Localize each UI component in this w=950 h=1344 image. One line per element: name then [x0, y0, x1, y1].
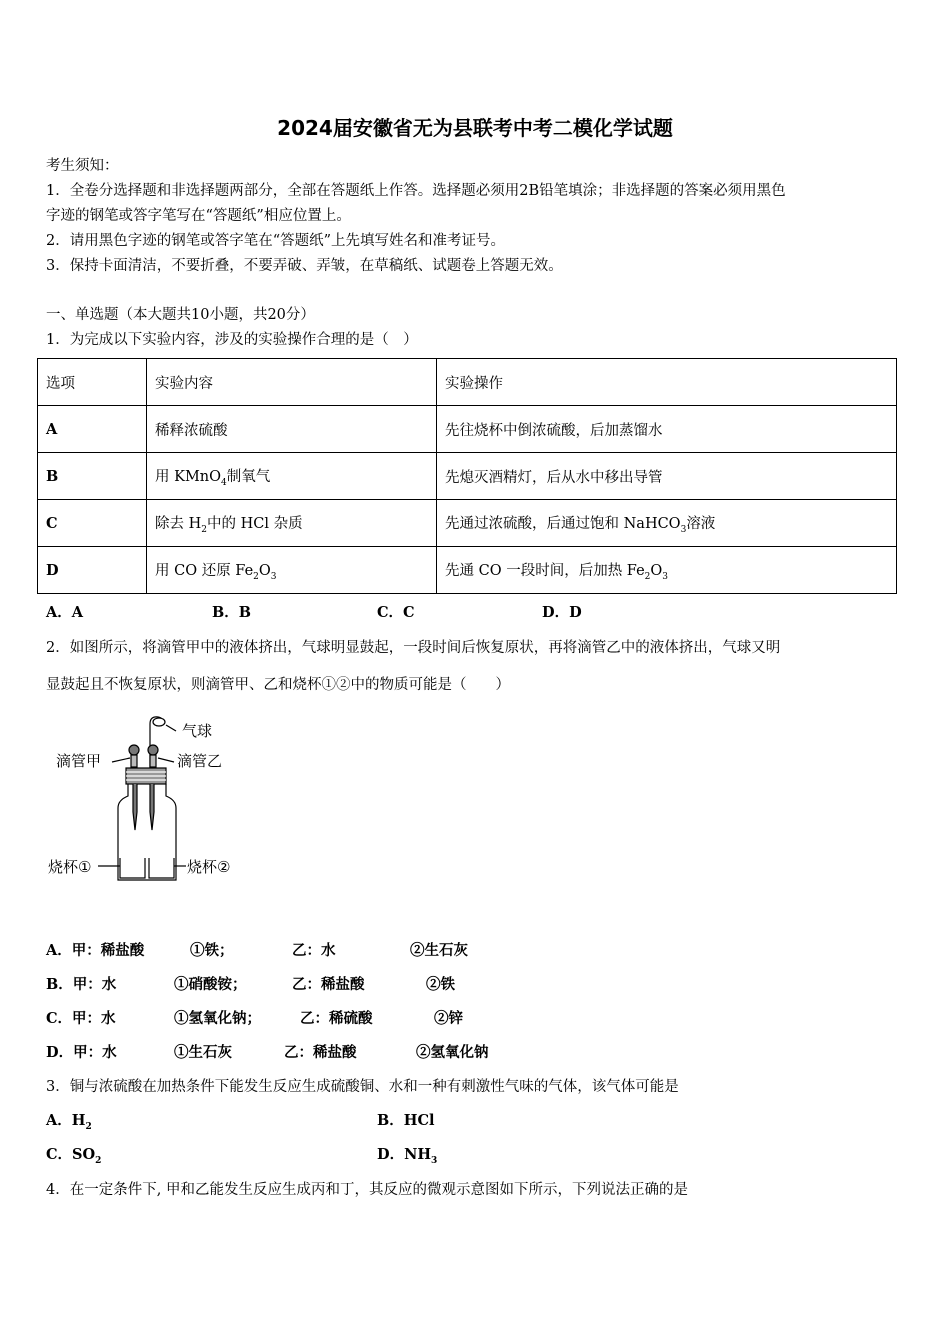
- question-2-stem: 显鼓起且不恢复原状，则滴管甲、乙和烧杯①②中的物质可能是（ ）: [46, 677, 510, 693]
- question-1-stem: 1．为完成以下实验内容，涉及的实验操作合理的是（ ）: [46, 332, 418, 348]
- notice-heading: 考生须知：: [46, 158, 119, 174]
- q3-option-a[interactable]: A．$H_2$: [46, 1112, 92, 1132]
- q3-option-c[interactable]: C．$SO_2$: [46, 1146, 102, 1166]
- row-option: A: [38, 406, 147, 453]
- question-1-table: [37, 358, 897, 594]
- table-header-row: [38, 359, 897, 406]
- row-operation: 先熄灭酒精灯，后从水中移出导管: [437, 453, 897, 500]
- q3-option-b[interactable]: B．HCl: [377, 1112, 435, 1129]
- q1-option-d[interactable]: D．D: [542, 604, 582, 621]
- label-beaker-2: 烧杯②: [187, 858, 231, 876]
- q1-option-b[interactable]: B．B: [212, 604, 252, 621]
- row-option: C: [38, 500, 147, 547]
- table-row: [38, 547, 897, 594]
- row-operation: 先通 CO 一段时间，后加热 $Fe_2O_3$: [437, 547, 897, 594]
- q1-option-a[interactable]: A．A: [46, 604, 84, 621]
- header-content: 实验内容: [147, 359, 437, 406]
- notice-item: 3．保持卡面清洁，不要折叠，不要弄破、弄皱，在草稿纸、试题卷上答题无效。: [46, 258, 563, 274]
- apparatus-diagram: [46, 712, 246, 890]
- label-dropper-a: 滴管甲: [56, 752, 102, 770]
- row-content: 除去 $H_2$中的 HCl 杂质: [147, 500, 437, 547]
- section-heading: 一、单选题（本大题共10小题，共20分）: [46, 307, 315, 323]
- label-balloon: 气球: [182, 722, 213, 740]
- table-row: [38, 406, 897, 453]
- question-4-stem: 4．在一定条件下, 甲和乙能发生反应生成丙和丁，其反应的微观示意图如下所示，下列说法正确的是: [46, 1182, 688, 1198]
- row-operation: 先通过浓硫酸，后通过饱和 NaHCO$_3$溶液: [437, 500, 897, 547]
- row-option: D: [38, 547, 147, 594]
- notice-item: 字迹的钢笔或答字笔写在“答题纸”相应位置上。: [46, 208, 351, 224]
- question-2-stem: 2．如图所示，将滴管甲中的液体挤出，气球明显鼓起，一段时间后恢复原状，再将滴管乙中的液体挤出，气球又明: [46, 640, 781, 656]
- label-beaker-1: 烧杯①: [48, 858, 92, 876]
- table-row: [38, 453, 897, 500]
- label-dropper-b: 滴管乙: [177, 752, 223, 770]
- question-3-stem: 3．铜与浓硫酸在加热条件下能发生反应生成硫酸铜、水和一种有刺激性气味的气体，该气体可能是: [46, 1079, 679, 1095]
- row-content: 用 KMnO$_4$制氧气: [147, 453, 437, 500]
- table-row: [38, 500, 897, 547]
- notice-item: 1．全卷分选择题和非选择题两部分，全部在答题纸上作答。选择题必须用2B铅笔填涂；非选择题的答案必须用黑色: [46, 183, 786, 199]
- header-option: 选项: [38, 359, 147, 406]
- header-operation: 实验操作: [437, 359, 897, 406]
- notice-item: 2．请用黑色字迹的钢笔或答字笔在“答题纸”上先填写姓名和准考证号。: [46, 233, 506, 249]
- q3-option-d[interactable]: D．$NH_3$: [377, 1146, 438, 1166]
- row-option: B: [38, 453, 147, 500]
- row-operation: 先往烧杯中倒浓硫酸，后加蒸馏水: [437, 406, 897, 453]
- page-title: 2024届安徽省无为县联考中考二模化学试题: [277, 116, 673, 140]
- row-content: 用 CO 还原 $Fe_2O_3$: [147, 547, 437, 594]
- q1-option-c[interactable]: C．C: [377, 604, 415, 621]
- row-content: 稀释浓硫酸: [147, 406, 437, 453]
